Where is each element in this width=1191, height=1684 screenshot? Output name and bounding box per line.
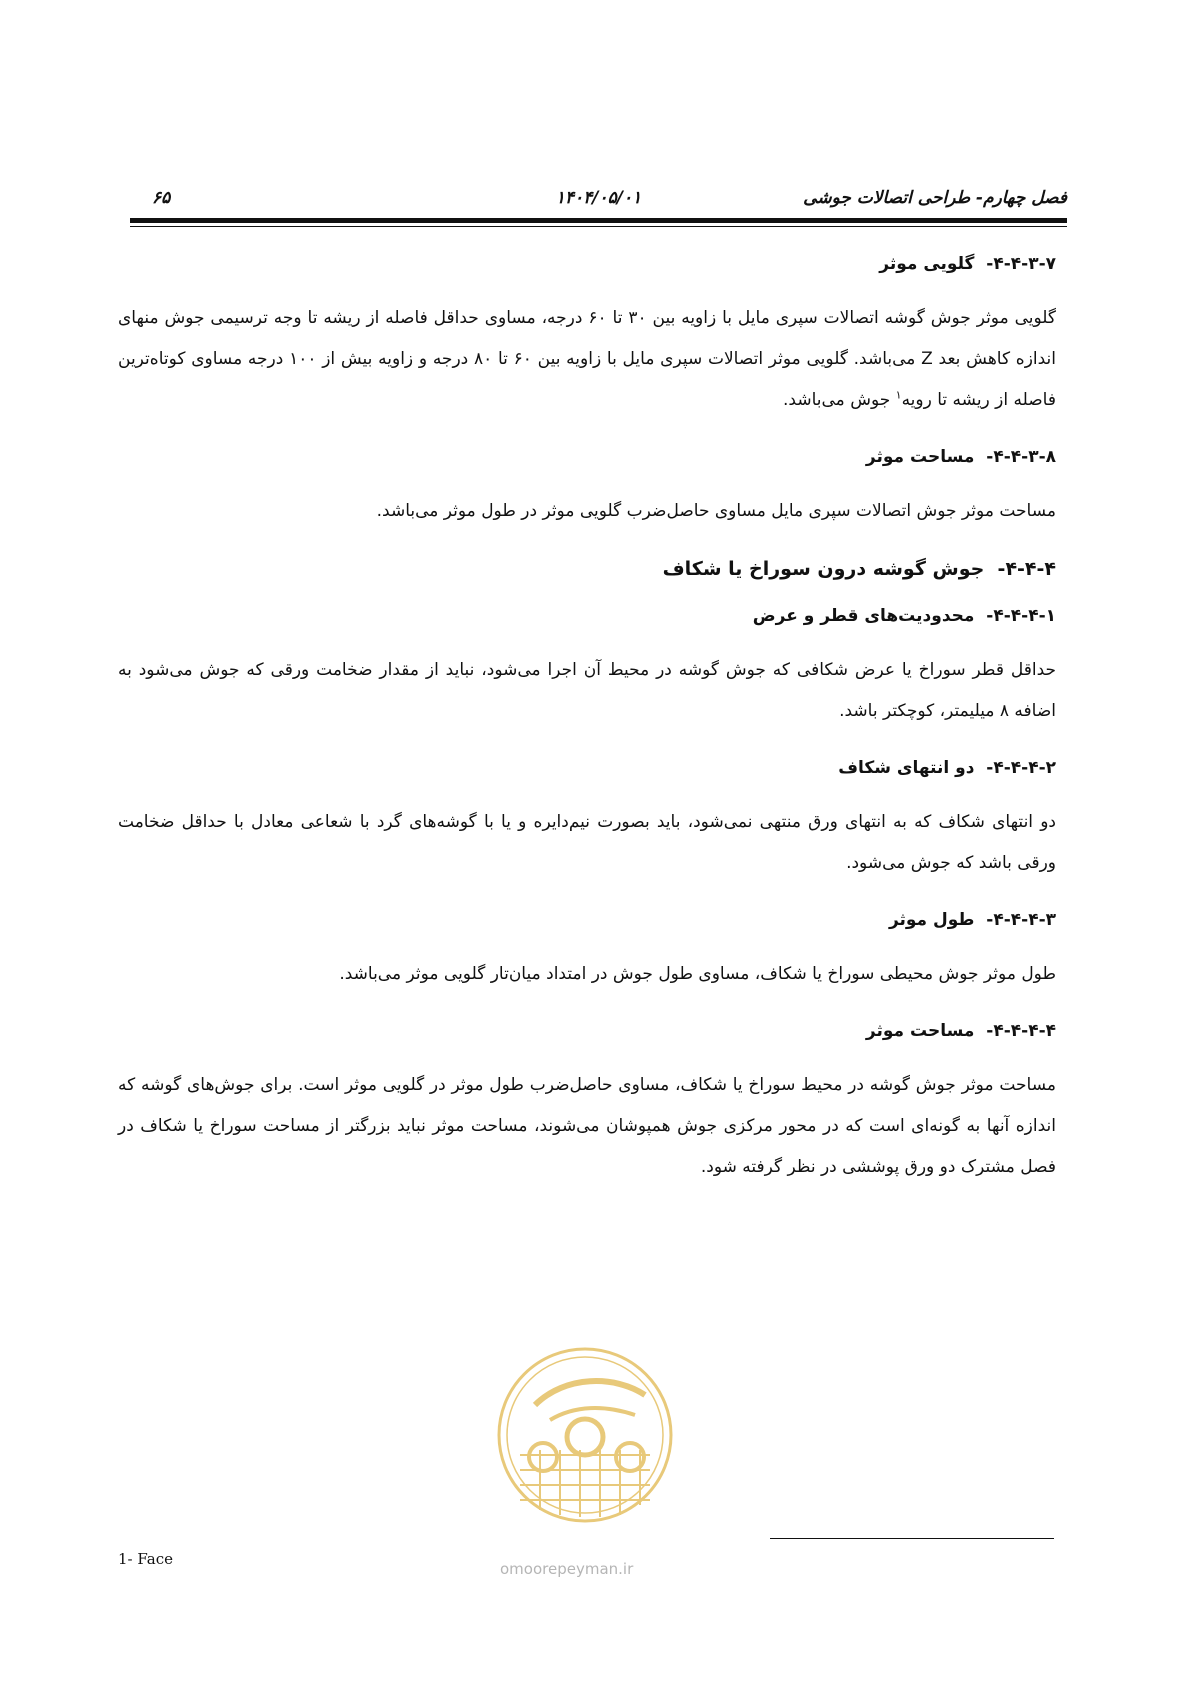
section-number: ۴-۴-۳-۷-: [986, 254, 1056, 274]
section-number: ۴-۴-۴-: [997, 558, 1056, 580]
section-paragraph: مساحت موثر جوش اتصالات سپری مایل مساوی حاصل‌ضرب گلویی موثر در طول موثر می‌باشد.: [376, 501, 1056, 521]
paragraph-text-end: جوش می‌باشد.: [783, 390, 896, 410]
footnote: 1- Face: [118, 1550, 173, 1568]
paragraph-text: گلویی موثر جوش گوشه اتصالات سپری مایل با زاویه بین ۳۰ تا ۶۰ درجه، مساوی حداقل فاصله از ریشه تا وجه ترسیمی جوش منهای اندازه کاهش بعد Z می‌باشد. گلویی موثر اتصالات سپری مایل با زاویه بین ۶۰ تا ۸۰ درجه و زاویه بیش از ۱۰۰ درجه مساوی کوتاه‌ترین فاصله از ریشه تا رویه: [118, 308, 1057, 410]
header-rule-thin: [130, 226, 1067, 227]
section-heading-4-4-4-3: [118, 908, 1056, 932]
header-rule-thick: [130, 218, 1067, 223]
section-title: گلویی موثر: [879, 254, 975, 274]
section-heading-4-4-3-8: [118, 445, 1056, 469]
section-heading-4-4-4-4: [118, 1019, 1056, 1043]
page-number: ۶۵: [152, 188, 171, 208]
section-paragraph: حداقل قطر سوراخ یا عرض شکافی که جوش گوشه در محیط آن اجرا می‌شود، نباید از مقدار ضخامت ورقی که جوش می‌شود به اضافه ۸ میلیمتر، کوچکتر باشد.: [118, 660, 1056, 721]
section-paragraph: [118, 298, 1056, 421]
chapter-title: فصل چهارم- طراحی اتصالات جوشی: [803, 188, 1067, 208]
footnote-marker: ۱: [895, 388, 902, 402]
section-title: جوش گوشه درون سوراخ یا شکاف: [662, 558, 985, 580]
section-number: ۴-۴-۴-۳-: [986, 910, 1056, 930]
page-content: [118, 252, 1056, 1212]
footnote-rule: [770, 1538, 1054, 1539]
section-title: مساحت موثر: [865, 447, 975, 467]
section-paragraph: دو انتهای شکاف که به انتهای ورق منتهی نمی‌شود، باید بصورت نیم‌دایره و یا با گوشه‌های گرد با شعاعی معادل با حداقل ضخامت ورقی باشد که جوش می‌شود.: [118, 812, 1056, 873]
section-paragraph: مساحت موثر جوش گوشه در محیط سوراخ یا شکاف، مساوی حاصل‌ضرب طول موثر در گلویی موثر است. برای جوش‌های گوشه که اندازه آنها به گونه‌ای است که در محور مرکزی جوش همپوشان می‌شوند، مساحت موثر نباید بزرگتر از مساحت سوراخ یا شکاف در فصل مشترک دو ورق پوششی در نظر گرفته شود.: [118, 1075, 1056, 1177]
section-title: دو انتهای شکاف: [838, 758, 975, 778]
section-title: مساحت موثر: [865, 1021, 975, 1041]
section-heading-4-4-4-2: [118, 756, 1056, 780]
section-title: طول موثر: [888, 910, 975, 930]
section-number: ۴-۴-۴-۲-: [986, 758, 1056, 778]
section-number: ۴-۴-۴-۴-: [986, 1021, 1056, 1041]
section-heading-4-4-4: [118, 556, 1056, 582]
watermark-url: omoorepeyman.ir: [500, 1560, 634, 1578]
section-number: ۴-۴-۳-۸-: [986, 447, 1056, 467]
page-header: [130, 184, 1067, 214]
section-number: ۴-۴-۴-۱-: [986, 606, 1056, 626]
section-title: محدودیت‌های قطر و عرض: [752, 606, 975, 626]
section-heading-4-4-3-7: [118, 252, 1056, 276]
watermark-logo: [495, 1345, 675, 1525]
section-heading-4-4-4-1: [118, 604, 1056, 628]
header-date: ۱۴۰۴/۰۵/۰۱: [555, 188, 642, 208]
section-paragraph: طول موثر جوش محیطی سوراخ یا شکاف، مساوی طول جوش در امتداد میان‌تار گلویی موثر می‌باشد.: [339, 964, 1056, 984]
